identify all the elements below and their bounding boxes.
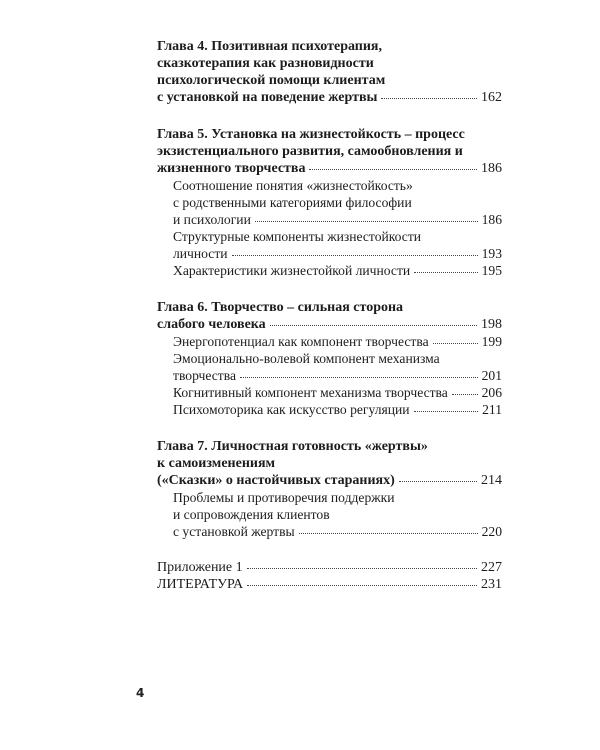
dot-leader [452, 394, 478, 395]
section-entry [157, 228, 502, 262]
toc-entry-line [157, 576, 502, 593]
section-entry [157, 384, 502, 401]
entry-title: личности [173, 246, 228, 261]
toc-line: Глава 5. Установка на жизнестойкость – процесс [157, 127, 465, 142]
dot-leader [247, 585, 477, 586]
dot-leader [255, 221, 478, 222]
chapter-entry [157, 126, 502, 279]
toc-entry-line [157, 316, 502, 333]
dot-leader [433, 343, 478, 344]
entry-page-number: 231 [481, 577, 502, 592]
chapter-entry [157, 438, 502, 540]
section-entry [157, 262, 502, 279]
dot-leader [309, 169, 477, 170]
entry-page-number: 214 [481, 473, 502, 488]
dot-leader [270, 325, 477, 326]
toc-entry-line [157, 472, 502, 489]
dot-leader [240, 377, 478, 378]
section-entry [157, 333, 502, 350]
toc-entry-line [157, 523, 502, 540]
entry-page-number: 186 [481, 161, 502, 176]
entry-title: творчества [173, 368, 236, 383]
toc-line: Соотношение понятия «жизнестойкость» [173, 178, 413, 193]
entry-title: Приложение 1 [157, 560, 243, 575]
entry-title: жизненного творчества [157, 161, 306, 176]
entry-title: с установкой жертвы [173, 524, 295, 539]
entry-page-number: 186 [481, 212, 502, 227]
dot-leader [232, 255, 478, 256]
entry-page-number: 211 [482, 402, 502, 417]
entry-title: Психомоторика как искусство регуляции [173, 402, 410, 417]
entry-title: и психологии [173, 212, 251, 227]
dot-leader [247, 568, 477, 569]
toc-line: Структурные компоненты жизнестойкости [173, 229, 422, 244]
toc-entry-line [157, 245, 502, 262]
toc-line: психологической помощи клиентам [157, 73, 386, 88]
section-entry [157, 350, 502, 384]
section-entry [157, 177, 502, 228]
entry-page-number: 193 [481, 246, 502, 261]
toc-line: к самоизменениям [157, 456, 276, 471]
toc-entry-line [157, 384, 502, 401]
toc-entry-line [157, 211, 502, 228]
entry-page-number: 198 [481, 317, 502, 332]
dot-leader [381, 98, 477, 99]
entry-title: («Сказки» о настойчивых стараниях) [157, 473, 395, 488]
dot-leader [414, 411, 479, 412]
dot-leader [299, 533, 478, 534]
dot-leader [414, 272, 477, 273]
page-number: 4 [136, 686, 145, 700]
entry-title: Энергопотенциал как компонент творчества [173, 334, 429, 349]
entry-page-number: 201 [481, 368, 502, 383]
dot-leader [399, 481, 477, 482]
entry-title: с установкой на поведение жертвы [157, 90, 378, 105]
toc-entry-line [157, 89, 502, 106]
appendix-entries [157, 559, 502, 593]
toc-entry-line [157, 559, 502, 576]
toc-entry-line [157, 367, 502, 384]
table-of-contents [157, 38, 502, 593]
toc-line: Глава 4. Позитивная психотерапия, [157, 39, 382, 54]
entry-title: Характеристики жизнестойкой личности [173, 263, 411, 278]
toc-entry-line [157, 160, 502, 177]
section-entry [157, 401, 502, 418]
chapter-entry [157, 38, 502, 106]
toc-entry-line [157, 401, 502, 418]
section-entry [157, 489, 502, 540]
toc-entry-line [157, 262, 502, 279]
entry-page-number: 199 [481, 334, 502, 349]
toc-line: с родственными категориями философии [173, 195, 412, 210]
entry-page-number: 220 [481, 524, 502, 539]
entry-page-number: 195 [481, 263, 502, 278]
toc-entry-line [157, 333, 502, 350]
toc-line: Проблемы и противоречия поддержки [173, 490, 395, 505]
entry-title: слабого человека [157, 317, 266, 332]
toc-line: экзистенциального развития, самообновления и [157, 144, 463, 159]
entry-page-number: 162 [481, 90, 502, 105]
toc-line: сказкотерапия как разновидности [157, 56, 374, 71]
entry-title: ЛИТЕРАТУРА [157, 577, 244, 592]
chapter-entry [157, 299, 502, 418]
entry-page-number: 206 [481, 385, 502, 400]
toc-line: Эмоционально-волевой компонент механизма [173, 351, 440, 366]
entry-title: Когнитивный компонент механизма творчества [173, 385, 448, 400]
entry-page-number: 227 [481, 560, 502, 575]
toc-line: и сопровождения клиентов [173, 507, 330, 522]
toc-line: Глава 6. Творчество – сильная сторона [157, 300, 404, 315]
toc-line: Глава 7. Личностная готовность «жертвы» [157, 439, 428, 454]
